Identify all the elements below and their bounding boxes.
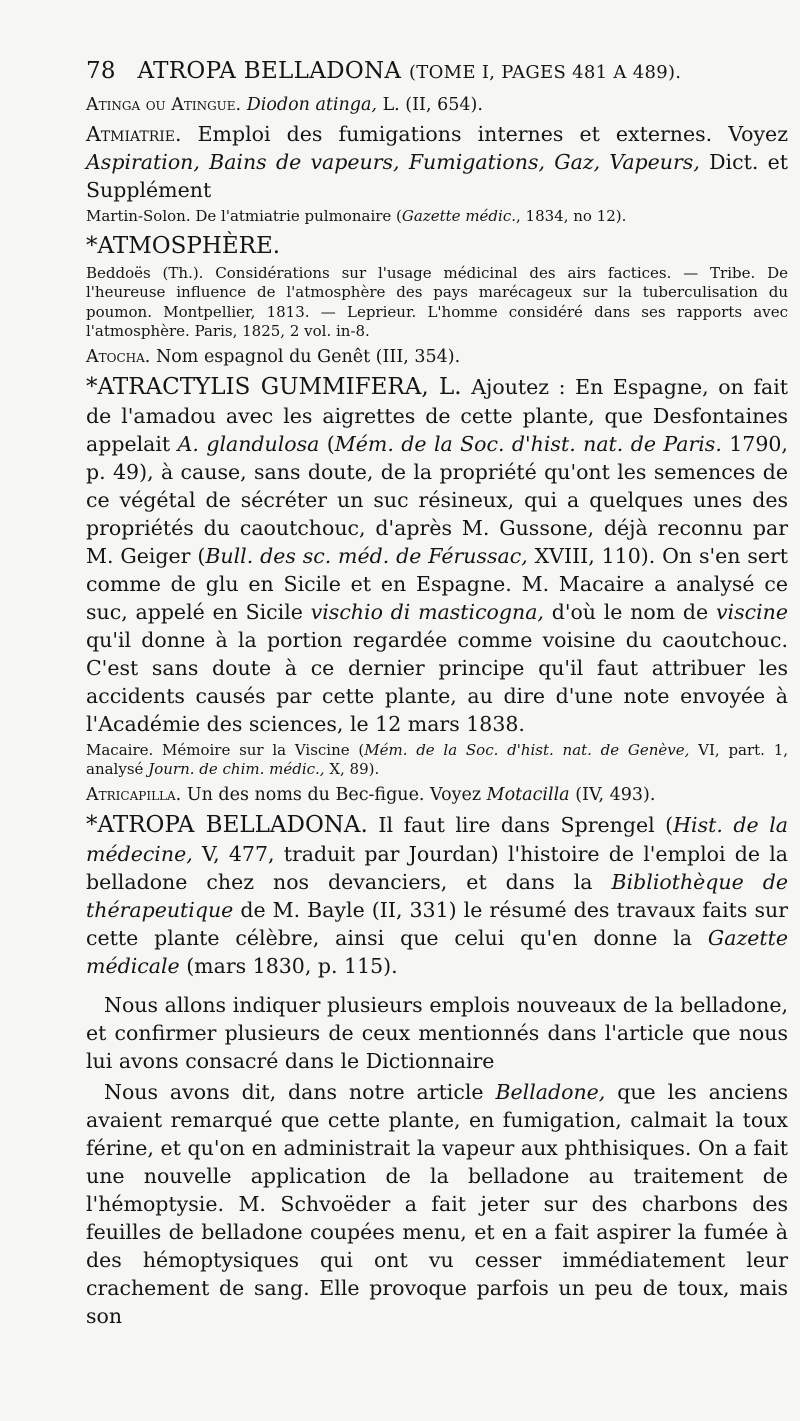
biblio-atmiatrie: Martin-Solon. De l'atmiatrie pulmonaire (Gazette médic., 1834, no 12).	[86, 207, 627, 225]
paragraph-atropa-2: Nous allons indiquer plusieurs emplois nouveaux de la belladone, et confirmer plusieurs de ceux mentionnés dans l'article que nous lui avons consacré dans le Dictionnaire	[86, 992, 788, 1073]
header-volume-ref: (TOME I, PAGES 481 A 489).	[408, 62, 682, 83]
running-header	[86, 58, 788, 84]
entry-atmosphere: *ATMOSPHÈRE.	[86, 232, 281, 259]
entry-atocha: Atocha. Nom espagnol du Genêt (III, 354).	[86, 346, 461, 367]
entry-atinga: Atinga ou Atingue. Diodon atinga, L. (II, 654).	[86, 95, 483, 115]
paragraph-atropa-3: Nous avons dit, dans notre article Belladone, que les anciens avaient remarqué que cette plante, en fumigation, calmait la toux férine, et qu'on en administrait la vapeur aux phthisiques. On a fait une nouvelle application de la belladone au traitement de l'hémoptysie. M. Schvoëder a fait jeter sur des charbons des feuilles de belladone coupées menu, et en a fait aspirer la fumée à des hémoptysiques qui ont vu cesser immédiatement leur crachement de sang. Elle provoque parfois un peu de toux, mais son	[86, 1079, 788, 1328]
header-title: ATROPA BELLADONA	[137, 58, 402, 84]
entry-atropa: *ATROPA BELLADONA. Il faut lire dans Sprengel (Hist. de la médecine, V, 477, traduit par Jourdan) l'histoire de l'emploi de la belladone chez nos devanciers, et dans la Bibliothèque de thérapeutique de M. Bayle (II, 331) le résumé des travaux faits sur cette plante célèbre, ainsi que celui qu'en donne la Gazette médicale (mars 1830, p. 115).	[86, 811, 788, 978]
entry-atricapilla: Atricapilla. Un des noms du Bec-figue. Voyez Motacilla (IV, 493).	[86, 784, 656, 805]
biblio-atmosphere: Beddoës (Th.). Considérations sur l'usage médicinal des airs factices. — Tribe. De l'heureuse influence de l'atmosphère des pays marécageux sur la tuberculisation du poumon. Montpellier, 1813. — Leprieur. L'homme considéré dans ses rapports avec l'atmosphère. Paris, 1825, 2 vol. in-8.	[86, 263, 788, 340]
page-number: 78	[86, 58, 116, 84]
entry-atmiatrie: Atmiatrie. Emploi des fumigations internes et externes. Voyez Aspiration, Bains de vapeurs, Fumigations, Gaz, Vapeurs, Dict. et Supplément	[86, 122, 788, 202]
entry-atractylis: *ATRACTYLIS GUMMIFERA, L. Ajoutez : En Espagne, on fait de l'amadou avec les aigrettes de cette plante, que Desfontaines appelait A. glandulosa (Mém. de la Soc. d'hist. nat. de Paris. 1790, p. 49), à cause, sans doute, de la propriété qu'ont les semences de ce végétal de sécréter un suc résineux, qui a quelques unes des propriétés du caoutchouc, d'après M. Gussone, déjà reconnu par M. Geiger (Bull. des sc. méd. de Férussac, XVIII, 110). On s'en sert comme de glu en Sicile et en Espagne. M. Macaire a analysé ce suc, appelé en Sicile vischio di masticogna, d'où le nom de viscine qu'il donne à la portion regardée comme voisine du caoutchouc. C'est sans doute à ce dernier principe qu'il faut attribuer les accidents causés par cette plante, au dire d'une note envoyée à l'Académie des sciences, le 12 mars 1838.	[86, 373, 789, 736]
biblio-atractylis: Macaire. Mémoire sur la Viscine (Mém. de la Soc. d'hist. nat. de Genève, VI, part. 1, analysé Journ. de chim. médic., X, 89).	[86, 740, 789, 778]
